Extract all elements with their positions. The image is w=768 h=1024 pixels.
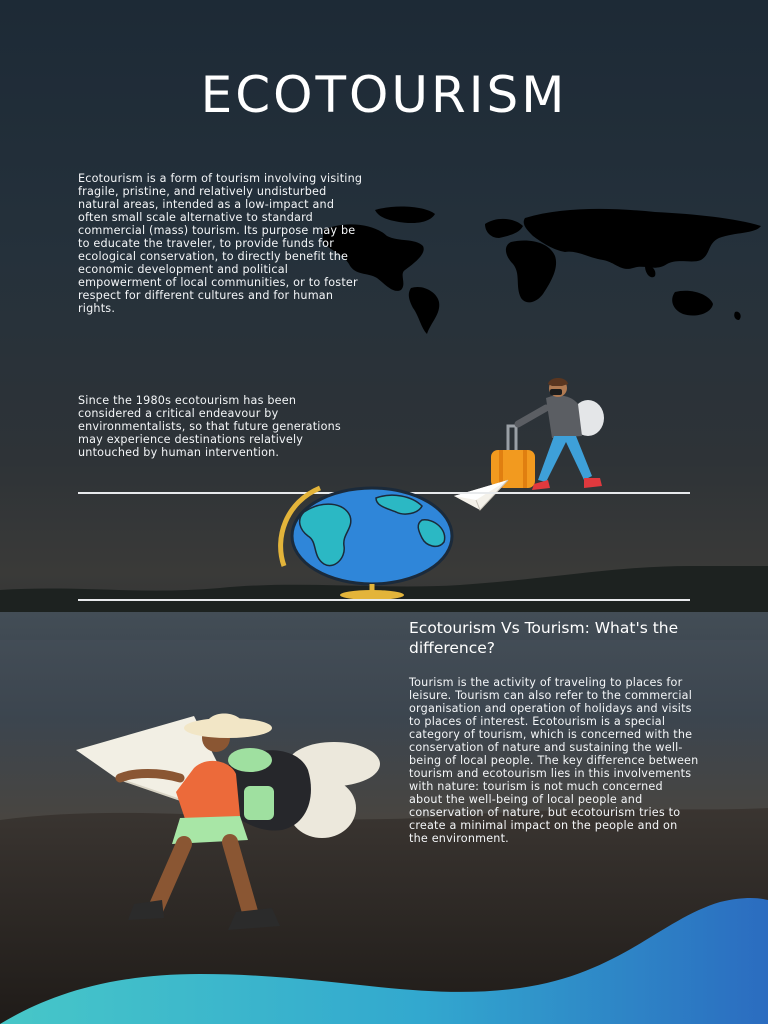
paper-plane-icon [452, 478, 510, 512]
world-map-illustration [315, 202, 768, 337]
divider-bottom [78, 599, 690, 601]
intro-paragraph-2: Since the 1980s ecotourism has been considered a critical endeavour by environmentalists, so that future generations may experience destinations relatively untouched by human intervention. [78, 394, 341, 459]
comparison-body: Tourism is the activity of traveling to places for leisure. Tourism can also refer to the commercial organisation and operation of holidays and visits to places of interest. Ecotourism is a special category of tourism, which is concerned with the conservation of nature and sustaining the well-being of local people. The key difference between tourism and ecotourism lies in this involvements with nature: tourism is not much concerned about the well-being of local people and conservation of nature, but ecotourism tries to create a minimal impact on the people and on the environment. [409, 676, 699, 845]
globe-illustration [272, 484, 458, 602]
page-title: ECOTOURISM [200, 66, 568, 124]
intro-paragraph-1: Ecotourism is a form of tourism involving visiting fragile, pristine, and relatively undisturbed natural areas, intended as a low-impact and often small scale alternative to standard commercial (mass) tourism. Its purpose may be to educate the traveler, to provide funds for ecological conservation, to directly benefit the economic development and political empowerment of local communities, or to foster respect for different cultures and for human rights. [78, 172, 363, 315]
comparison-heading: Ecotourism Vs Tourism: What's the difference? [409, 619, 679, 657]
bottom-wave-decoration [0, 890, 768, 1024]
